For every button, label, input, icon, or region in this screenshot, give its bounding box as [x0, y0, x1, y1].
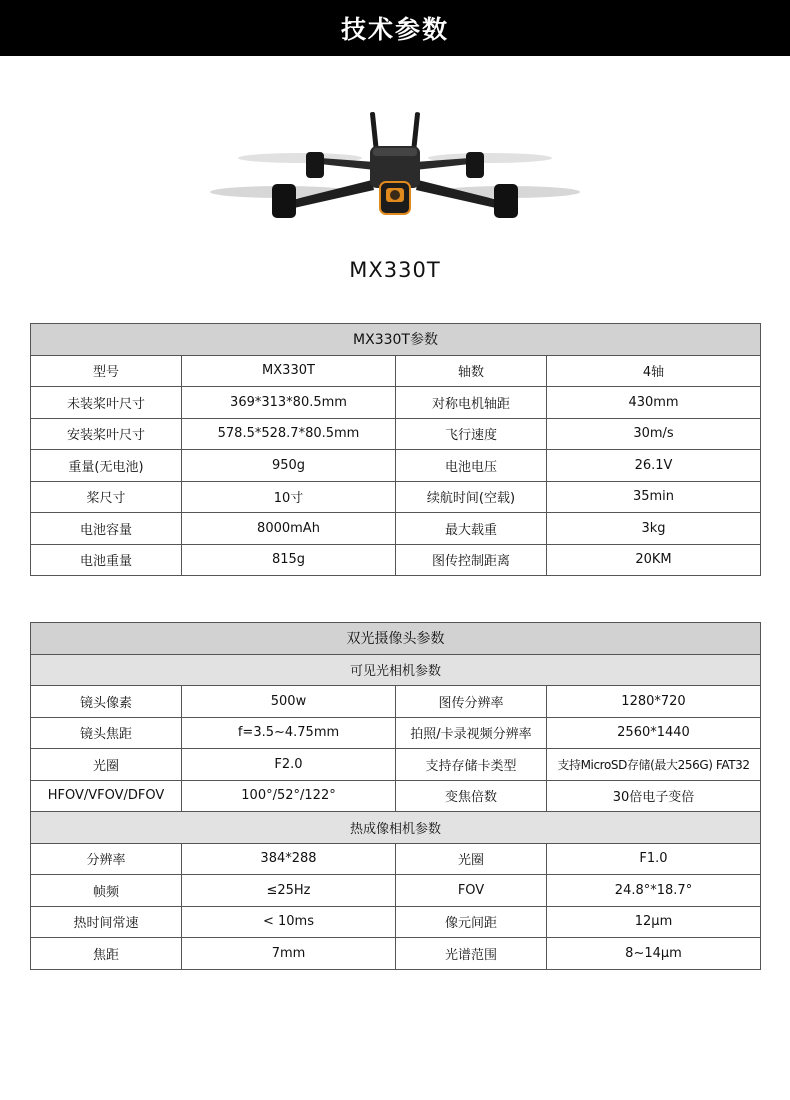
table-title-row: [31, 324, 761, 356]
spec-value: 430mm: [547, 387, 761, 419]
spec-value: 8000mAh: [182, 513, 396, 545]
table-row: [31, 780, 761, 812]
spec-value: ≤25Hz: [182, 875, 396, 907]
spec-value: 7mm: [182, 938, 396, 970]
spec-label: 最大载重: [396, 513, 547, 545]
spec-value: < 10ms: [182, 906, 396, 938]
spec-label: 安装桨叶尺寸: [31, 418, 182, 450]
spec-label: 轴数: [396, 355, 547, 387]
spec-value: 578.5*528.7*80.5mm: [182, 418, 396, 450]
spec-label: 光圈: [31, 749, 182, 781]
spec-value: 369*313*80.5mm: [182, 387, 396, 419]
table-row: [31, 450, 761, 482]
table-title: MX330T参数: [31, 324, 761, 356]
table-row: [31, 938, 761, 970]
spec-value: 10寸: [182, 481, 396, 513]
page-header: [0, 0, 790, 56]
spec-value: 支持MicroSD存储(最大256G) FAT32: [547, 749, 761, 781]
table-row: [31, 875, 761, 907]
spec-value: 30m/s: [547, 418, 761, 450]
spec-label: 重量(无电池): [31, 450, 182, 482]
spec-value: 20KM: [547, 544, 761, 576]
spec-label: 分辨率: [31, 843, 182, 875]
spec-label: 图传分辨率: [396, 686, 547, 718]
spec-label: 电池重量: [31, 544, 182, 576]
table-row: [31, 686, 761, 718]
table-row: [31, 906, 761, 938]
table-row: [31, 749, 761, 781]
spec-value: 100°/52°/122°: [182, 780, 396, 812]
spec-value: 12μm: [547, 906, 761, 938]
spec-value: f=3.5~4.75mm: [182, 717, 396, 749]
table-row: [31, 544, 761, 576]
spec-label: 帧频: [31, 875, 182, 907]
section-title-row: [31, 654, 761, 686]
spec-label: 飞行速度: [396, 418, 547, 450]
table-row: [31, 843, 761, 875]
spec-value: 500w: [182, 686, 396, 718]
spec-label: 焦距: [31, 938, 182, 970]
spec-value: 2560*1440: [547, 717, 761, 749]
spec-label: 型号: [31, 355, 182, 387]
spec-label: 热时间常速: [31, 906, 182, 938]
mx330t-spec-table: [30, 323, 761, 576]
spec-label: 电池电压: [396, 450, 547, 482]
spec-label: 对称电机轴距: [396, 387, 547, 419]
dual-camera-spec-table: [30, 622, 761, 970]
page-title: 技术参数: [340, 15, 449, 44]
spec-label: 支持存储卡类型: [396, 749, 547, 781]
spec-value: 1280*720: [547, 686, 761, 718]
spec-value: 3kg: [547, 513, 761, 545]
table-row: [31, 513, 761, 545]
spec-label: 像元间距: [396, 906, 547, 938]
table-title-row: [31, 623, 761, 655]
drone-image: [200, 100, 590, 230]
thermal-camera-section-title: 热成像相机参数: [31, 812, 761, 844]
spec-label: 未装桨叶尺寸: [31, 387, 182, 419]
spec-label: 桨尺寸: [31, 481, 182, 513]
spec-value: 24.8°*18.7°: [547, 875, 761, 907]
spec-label: 变焦倍数: [396, 780, 547, 812]
table-title: 双光摄像头参数: [31, 623, 761, 655]
spec-value: 384*288: [182, 843, 396, 875]
spec-label: HFOV/VFOV/DFOV: [31, 780, 182, 812]
spec-label: 拍照/卡录视频分辨率: [396, 717, 547, 749]
product-model-title: MX330T: [349, 258, 441, 282]
spec-value: 8~14μm: [547, 938, 761, 970]
table-row: [31, 481, 761, 513]
spec-value: 950g: [182, 450, 396, 482]
spec-label: 镜头像素: [31, 686, 182, 718]
spec-label: 图传控制距离: [396, 544, 547, 576]
table-row: [31, 717, 761, 749]
spec-value: 4轴: [547, 355, 761, 387]
spec-value: F2.0: [182, 749, 396, 781]
spec-label: 光圈: [396, 843, 547, 875]
visible-camera-section-title: 可见光相机参数: [31, 654, 761, 686]
spec-value: 26.1V: [547, 450, 761, 482]
spec-value: 815g: [182, 544, 396, 576]
spec-value: MX330T: [182, 355, 396, 387]
spec-value: 30倍电子变倍: [547, 780, 761, 812]
spec-label: 光谱范围: [396, 938, 547, 970]
spec-label: 镜头焦距: [31, 717, 182, 749]
spec-label: 电池容量: [31, 513, 182, 545]
table-row: [31, 418, 761, 450]
spec-label: 续航时间(空载): [396, 481, 547, 513]
table-row: [31, 355, 761, 387]
section-title-row: [31, 812, 761, 844]
spec-label: FOV: [396, 875, 547, 907]
table-row: [31, 387, 761, 419]
spec-value: F1.0: [547, 843, 761, 875]
spec-value: 35min: [547, 481, 761, 513]
